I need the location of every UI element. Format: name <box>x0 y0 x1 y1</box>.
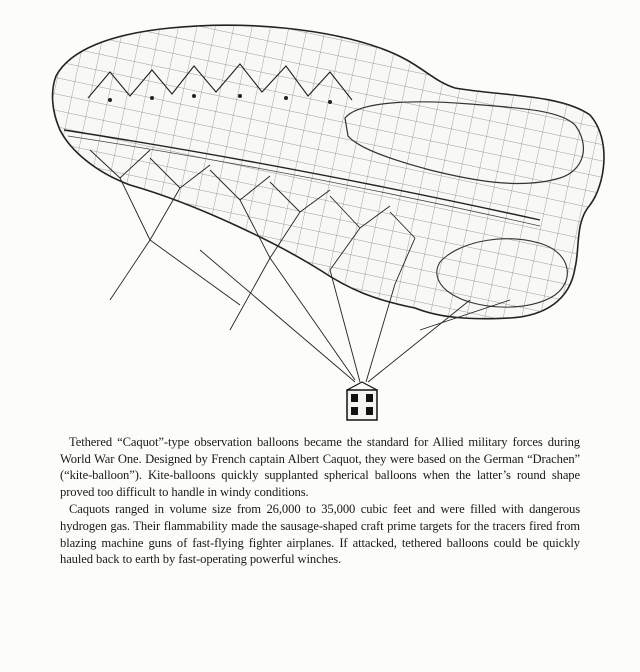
caption-paragraph-1: Tethered “Caquot”-type observation balloons became the standard for Allied military forces during World War One. Designed by French captain Albert Caquot, they were based on the German “Drachen” (“kite-balloon”). Kite-balloons quickly supplanted spherical balloons when the latter’s round shape proved too difficult to handle in windy conditions. <box>60 435 580 499</box>
caption-text <box>60 434 580 568</box>
observation-basket <box>347 382 377 420</box>
caption-paragraph-2: Caquots ranged in volume size from 26,000 to 35,000 cubic feet and were filled with dangerous hydrogen gas. Their flammability made the sausage-shaped craft prime targets for the tracers fired from blazing machine guns of fast-flying fighter airplanes. If attacked, tethered balloons could be quickly hauled back to earth by fast-operating powerful winches. <box>60 502 580 567</box>
